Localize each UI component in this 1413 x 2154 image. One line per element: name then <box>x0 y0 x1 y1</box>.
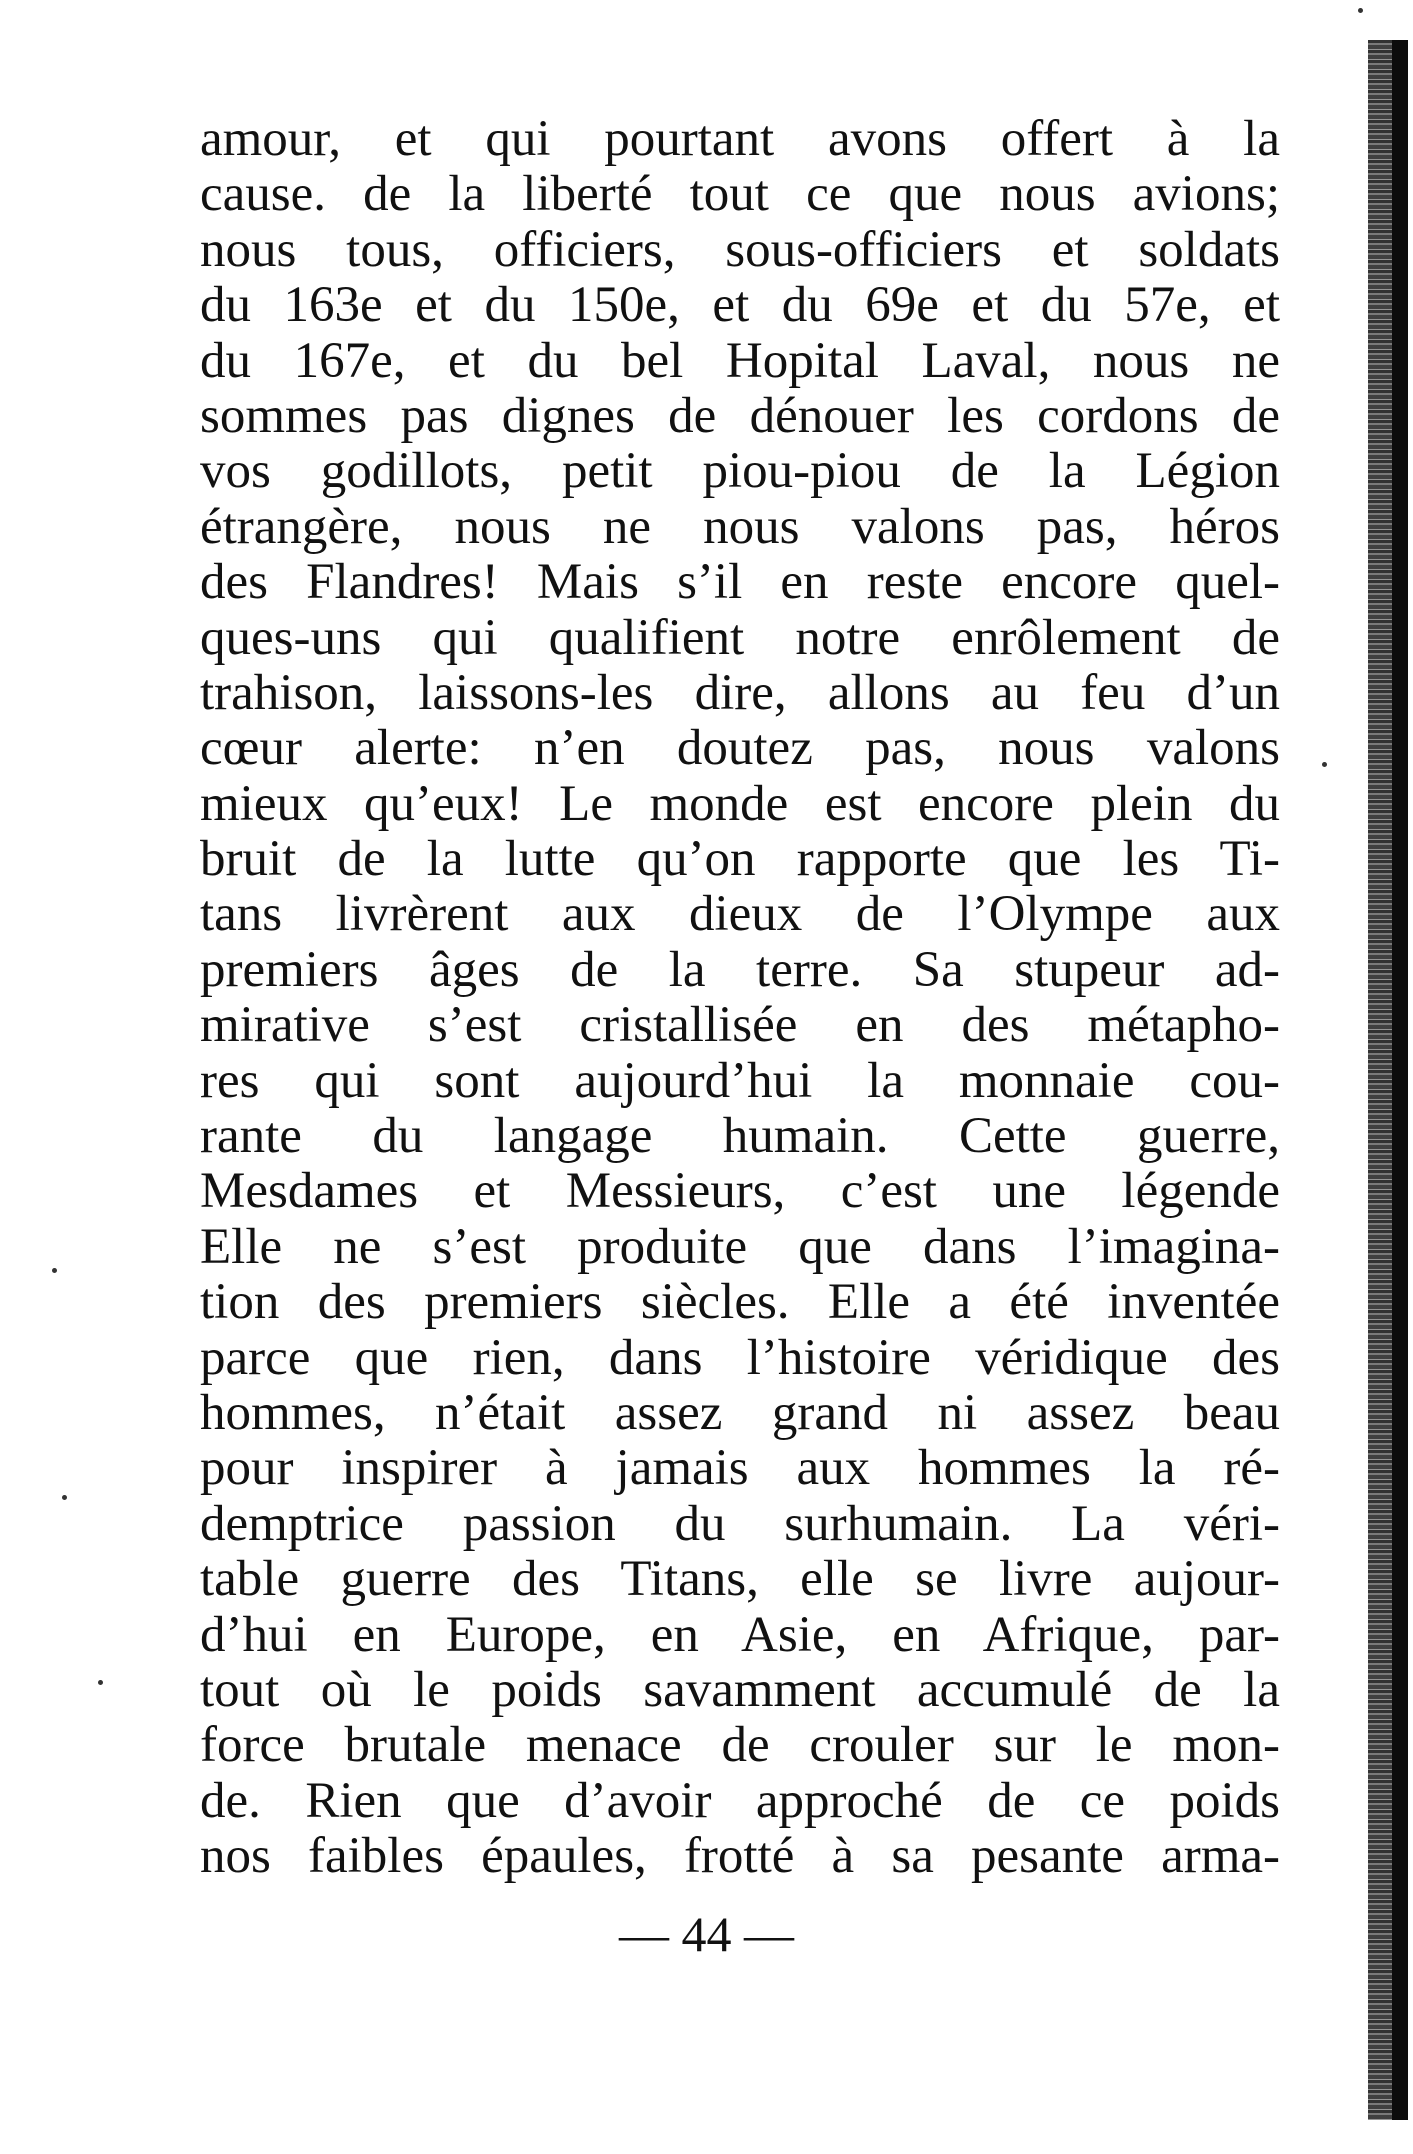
text-line: du 163e et du 150e, et du 69e et du 57e, et <box>200 277 1280 334</box>
scan-speck <box>1358 8 1363 13</box>
text-line: amour, et qui pourtant avons offert à la <box>200 111 1280 167</box>
text-line: cœur alerte: n’en doutez pas, nous valons <box>200 720 1280 777</box>
text-line: de. Rien que d’avoir approché de ce poids <box>200 1772 1280 1829</box>
text-line: d’hui en Europe, en Asie, en Afrique, par- <box>200 1606 1280 1663</box>
scan-speck <box>62 1495 67 1500</box>
text-line: des Flandres! Mais s’il en reste encore quel- <box>200 554 1280 611</box>
page-number: — 44 — <box>619 1906 794 1962</box>
text-line: nous tous, officiers, sous-officiers et soldats <box>200 221 1280 278</box>
text-line: tout où le poids savamment accumulé de la <box>200 1661 1280 1718</box>
scan-speck <box>98 1680 103 1685</box>
text-line: pour inspirer à jamais aux hommes la ré- <box>200 1440 1280 1497</box>
text-line: force brutale menace de crouler sur le mon- <box>200 1717 1280 1774</box>
text-line: res qui sont aujourd’hui la monnaie cou- <box>200 1052 1280 1109</box>
text-line: tion des premiers siècles. Elle a été inventée <box>200 1274 1280 1331</box>
body-text <box>200 112 1280 1885</box>
text-line: mieux qu’eux! Le monde est encore plein du <box>200 775 1280 832</box>
text-line: Elle ne s’est produite que dans l’imagina- <box>200 1218 1280 1275</box>
text-line: demptrice passion du surhumain. La véri- <box>200 1495 1280 1552</box>
text-line: bruit de la lutte qu’on rapporte que les Ti- <box>200 831 1280 888</box>
binding-shadow <box>1392 40 1408 2120</box>
scan-speck <box>1322 762 1327 767</box>
text-line: nos faibles épaules, frotté à sa pesante arma- <box>200 1828 1280 1885</box>
text-line: hommes, n’était assez grand ni assez beau <box>200 1384 1280 1441</box>
text-line: parce que rien, dans l’histoire véridique des <box>200 1329 1280 1386</box>
text-line: table guerre des Titans, elle se livre aujour- <box>200 1551 1280 1608</box>
text-line: mirative s’est cristallisée en des métapho- <box>200 997 1280 1054</box>
text-line: du 167e, et du bel Hopital Laval, nous ne <box>200 332 1280 389</box>
text-line: trahison, laissons-les dire, allons au feu d’un <box>200 664 1280 721</box>
text-line: sommes pas dignes de dénouer les cordons de <box>200 387 1280 444</box>
text-line: ques-uns qui qualifient notre enrôlement de <box>200 609 1280 666</box>
text-line: tans livrèrent aux dieux de l’Olympe aux <box>200 886 1280 943</box>
scan-speck <box>52 1268 57 1273</box>
text-line: premiers âges de la terre. Sa stupeur ad- <box>200 941 1280 998</box>
text-line: rante du langage humain. Cette guerre, <box>200 1108 1280 1165</box>
text-line: vos godillots, petit piou-piou de la Légion <box>200 443 1280 500</box>
text-line: cause. de la liberté tout ce que nous avions; <box>200 166 1280 223</box>
text-line: Mesdames et Messieurs, c’est une légende <box>200 1163 1280 1220</box>
text-line: étrangère, nous ne nous valons pas, héros <box>200 498 1280 555</box>
